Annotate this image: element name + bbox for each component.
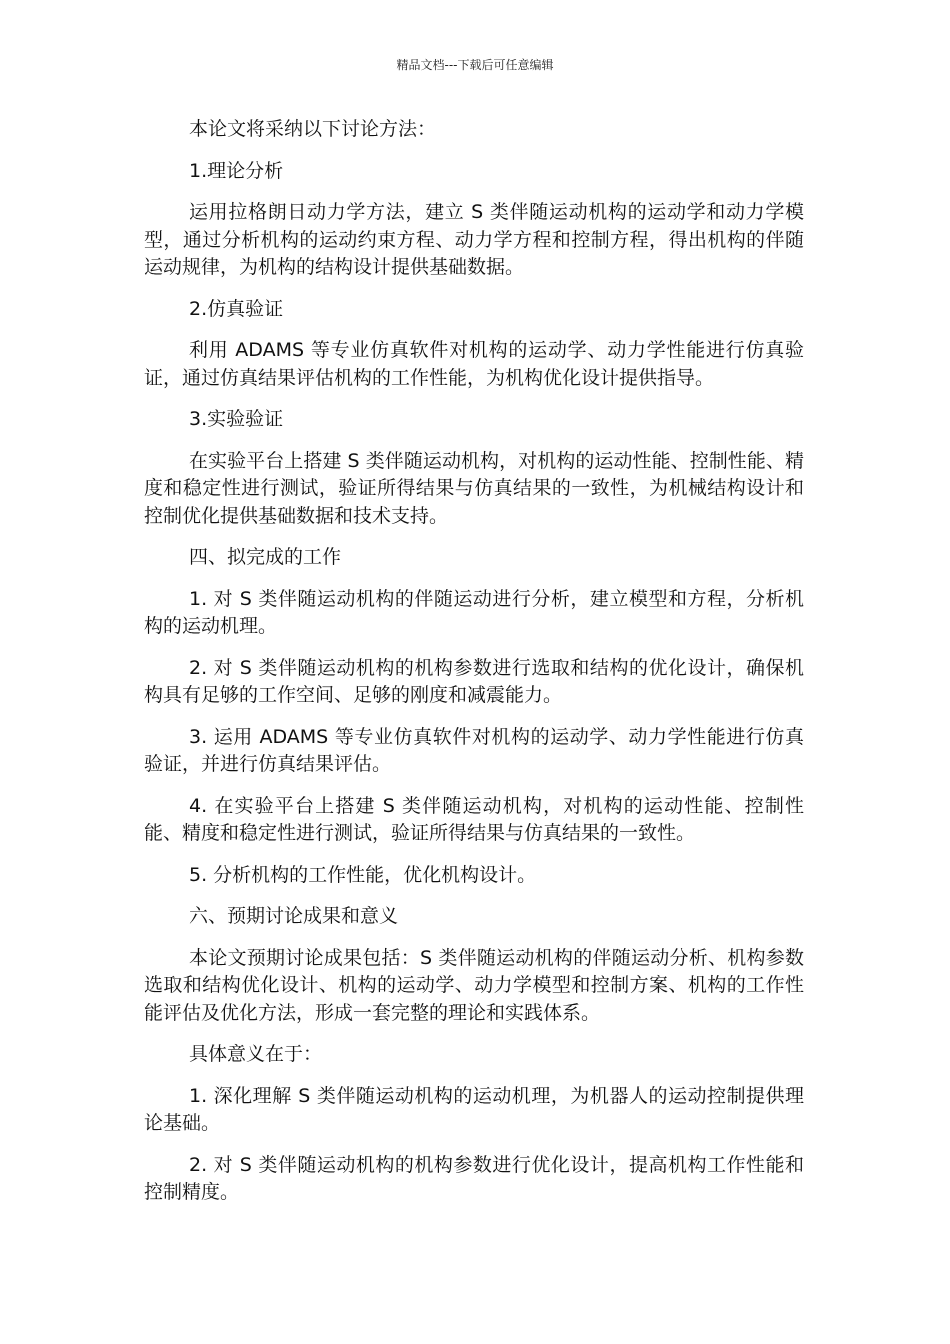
theory-paragraph: 运用拉格朗日动力学方法，建立 S 类伴随运动机构的运动学和动力学模型，通过分析机构的运动约束方程、动力学方程和控制方程，得出机构的伴随运动规律，为机构的结构设计提供基础数据。 xyxy=(144,201,804,278)
planned-work-item: 4. 在实验平台上搭建 S 类伴随运动机构，对机构的运动性能、控制性能、精度和稳定性进行测试，验证所得结果与仿真结果的一致性。 xyxy=(144,794,804,844)
intro-paragraph: 本论文将采纳以下讨论方法： xyxy=(189,118,437,140)
document-body xyxy=(144,116,804,1221)
planned-work-item: 3. 运用 ADAMS 等专业仿真软件对机构的运动学、动力学性能进行仿真验证，并进行仿真结果评估。 xyxy=(144,725,804,775)
significance-item: 1. 深化理解 S 类伴随运动机构的运动机理，为机器人的运动控制提供理论基础。 xyxy=(144,1084,804,1134)
significance-intro: 具体意义在于： xyxy=(189,1043,323,1065)
planned-work-item: 2. 对 S 类伴随运动机构的机构参数进行选取和结构的优化设计，确保机构具有足够的工作空间、足够的刚度和减震能力。 xyxy=(144,656,804,706)
planned-work-item: 1. 对 S 类伴随运动机构的伴随运动进行分析，建立模型和方程，分析机构的运动机理。 xyxy=(144,587,804,637)
section-heading-simulation: 2.仿真验证 xyxy=(189,297,284,320)
section-heading-experiment: 3.实验验证 xyxy=(189,408,284,430)
simulation-paragraph: 利用 ADAMS 等专业仿真软件对机构的运动学、动力学性能进行仿真验证，通过仿真结果评估机构的工作性能，为机构优化设计提供指导。 xyxy=(144,339,804,389)
section-heading-planned-work: 四、拟完成的工作 xyxy=(189,546,342,568)
expected-results-paragraph: 本论文预期讨论成果包括：S 类伴随运动机构的伴随运动分析、机构参数选取和结构优化设计、机构的运动学、动力学模型和控制方案、机构的工作性能评估及优化方法，形成一套完整的理论和实践体系。 xyxy=(144,946,804,1024)
significance-item: 2. 对 S 类伴随运动机构的机构参数进行优化设计，提高机构工作性能和控制精度。 xyxy=(144,1153,804,1203)
section-heading-expected-results: 六、预期讨论成果和意义 xyxy=(189,905,399,927)
page-header: 精品文档---下载后可任意编辑 xyxy=(396,58,554,72)
section-heading-theory: 1.理论分析 xyxy=(189,159,284,182)
experiment-paragraph: 在实验平台上搭建 S 类伴随运动机构，对机构的运动性能、控制性能、精度和稳定性进行测试，验证所得结果与仿真结果的一致性，为机械结构设计和控制优化提供基础数据和技术支持。 xyxy=(144,449,804,527)
planned-work-item: 5. 分析机构的工作性能，优化机构设计。 xyxy=(189,863,537,886)
